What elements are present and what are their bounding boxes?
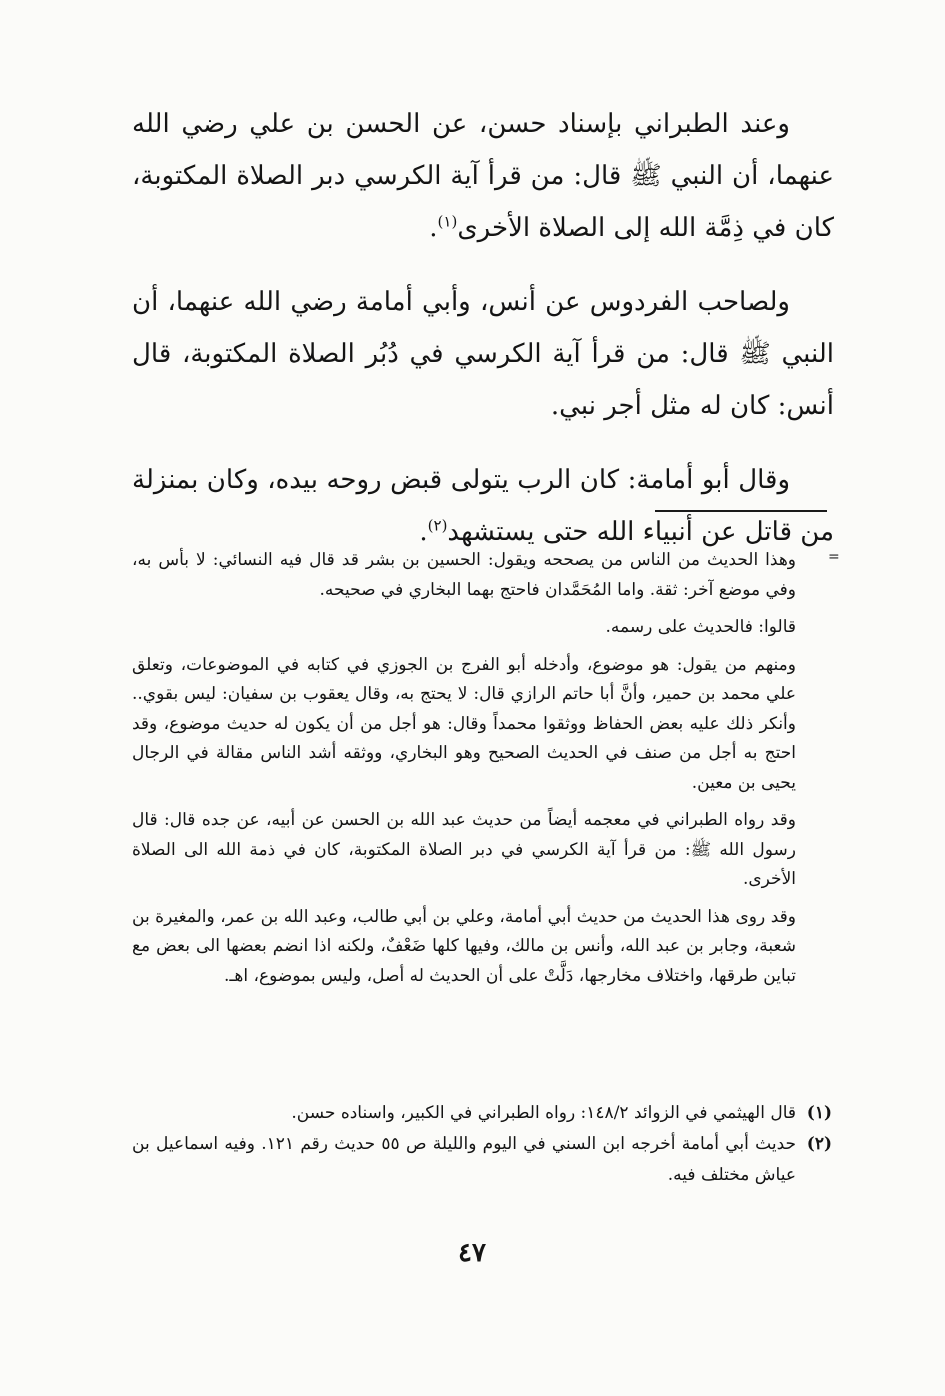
main-paragraph-3 [132,454,834,558]
page-number: ٤٧ [458,1238,486,1268]
footnote-number: (٢) [806,1134,832,1154]
footnotes [132,1098,832,1191]
main-paragraph-3-end: . [419,517,428,547]
note-paragraph-4: وقد روى هذا الحديث من حديث أبي أمامة، وعلي بن أبي طالب، وعبد الله بن عمر، والمغيرة بن شعبة، وجابر بن عبد الله، وأنس بن مالك، وفيها كلها ضَعْفٌ، ولكنه اذا انضم بعضها الى بعض مع تباين طرقها، واختلاف مخارجها، دَلَّتْ على أن الحديث له أصل، وليس بموضوع، اهـ. [132,906,796,986]
main-paragraph-3-text: وقال أبو أمامة: كان الرب يتولى قبض روحه بيده، وكان بمنزلة من قاتل عن أنبياء الله حتى يستشهد [132,465,834,547]
footnote-text: حديث أبي أمامة أخرجه ابن السني في اليوم والليلة ص ٥٥ حديث رقم ١٢١. وفيه اسماعيل بن عياش مختلف فيه. [132,1134,797,1185]
note-paragraph-3: وقد رواه الطبراني في معجمه أيضاً من حديث عبد الله بن الحسن عن أبيه، عن جده قال: قال رسول الله ﷺ: من قرأ آية الكرسي في دبر الصلاة المكتوبة، كان في ذمة الله الى الصلاة الأخرى. [132,810,796,889]
footnote-separator [655,510,827,512]
footnote-number: (١) [806,1103,832,1123]
footnote-ref-2: (٢) [427,516,448,535]
main-paragraph-1-text: وعند الطبراني بإسناد حسن، عن الحسن بن علي رضي الله عنهما، أن النبي ﷺ قال: من قرأ آية الكرسي دبر الصلاة المكتوبة، كان في ذِمَّة الله إلى الصلاة الأخرى [132,109,834,243]
footnote-ref-1: (١) [437,212,458,231]
note-paragraph-1b: قالوا: فالحديث على رسمه. [605,617,796,637]
main-text [132,98,834,580]
footnote-1 [132,1098,832,1129]
footnote-2 [132,1129,832,1191]
note-paragraph-1: وهذا الحديث من الناس من يصححه ويقول: الحسين بن بشر قد قال فيه النسائي: لا بأس به، وفي موضع آخر: ثقة. واما المُحَمَّدان فاحتج بهما البخاري في صحيحه. [132,550,796,600]
main-paragraph-1-end: . [429,213,438,243]
continued-notes [132,546,832,999]
main-paragraph-1 [132,98,834,254]
note-paragraph-2: ومنهم من يقول: هو موضوع، وأدخله أبو الفرج بن الجوزي في كتابه في الموضوعات، وتعلق علي محمد بن حمير، وأنَّ أبا حاتم الرازي قال: لا يحتج به، وقال يعقوب بن سفيان: ليس بقوي.. وأنكر ذلك عليه بعض الحفاظ ووثقوا محمداً وقال: هو أجل من أن يكون له حديث موضوع، وقد احتج به أجل من صنف في الحديث الصحيح وهو البخاري، ووثقه أشد الناس مقالة في الرجال يحيى بن معين. [132,654,796,793]
footnote-text: قال الهيثمي في الزوائد ١٤٨/٢: رواه الطبراني في الكبير، واسناده حسن. [291,1103,796,1123]
continuation-mark: = [828,549,840,565]
main-paragraph-2: ولصاحب الفردوس عن أنس، وأبي أمامة رضي الله عنهما، أن النبي ﷺ قال: من قرأ آية الكرسي في دُبُر الصلاة المكتوبة، قال أنس: كان له مثل أجر نبي. [132,287,834,421]
